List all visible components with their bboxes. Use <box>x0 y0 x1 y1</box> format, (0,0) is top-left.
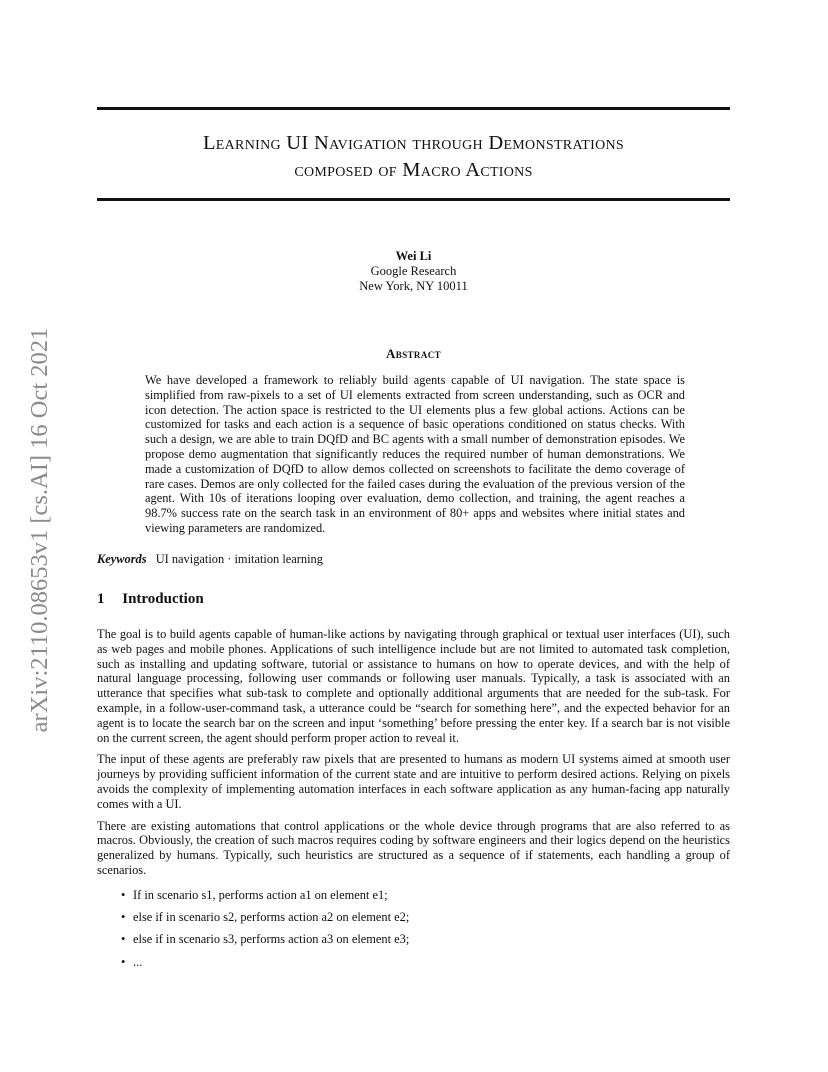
keywords-label: Keywords <box>97 552 147 566</box>
title-line-2: composed of Macro Actions <box>294 159 533 181</box>
author-location: New York, NY 10011 <box>359 279 468 293</box>
keywords-text: UI navigation · imitation learning <box>155 552 323 566</box>
paragraph: There are existing automations that control applications or the whole device through programs that are also referred to as macros. Obviously, the creation of such macros requires coding by software engineers and their logics depend on the heuristics generalized by humans. Typically, such heuristics are structured as a sequence of if statements, each handling a group of scenarios. <box>97 818 730 877</box>
author-name: Wei Li <box>395 249 432 263</box>
paragraph: The input of these agents are preferably raw pixels that are presented to humans as modern UI systems aimed at smooth user journeys by providing sufficient information of the current state and are intuitive to perform desired actions. Relying on pixels avoids the complexity of implementing automation interfaces in each software application as any human-facing app naturally comes with a UI. <box>97 752 730 811</box>
list-item: • else if in scenario s3, performs action a3 on element e3; <box>133 932 730 947</box>
arxiv-sidebar-stamp: arXiv:2110.08653v1 [cs.AI] 16 Oct 2021 <box>26 327 53 733</box>
bullet-list <box>97 888 730 970</box>
list-item: • else if in scenario s2, performs action a2 on element e2; <box>133 910 730 925</box>
abstract-heading: Abstract <box>385 346 442 361</box>
list-item: • If in scenario s1, performs action a1 on element e1; <box>133 888 730 903</box>
section-number: 1 <box>97 591 105 607</box>
list-item: • ... <box>133 955 730 970</box>
paragraph: The goal is to build agents capable of human-like actions by navigating through graphical or textual user interfaces (UI), such as web pages and mobile phones. Applications of such intelligence include but are not limited to automated task completion, such as installing and updating software, tutorial or assistance to humans on how to operate devices, and with the help of natural language processing, following user commands or following user manuals. Typically, a task is associated with an utterance that specifies what sub-task to complete and optionally additional arguments that are needed for the sub-task. For example, in a follow-user-command task, a utterance could be “search for something here”, and the expected behavior for an agent is to locate the search bar on the screen and input ‘something’ before pressing the enter key. If a search bar is not visible on the current screen, the agent should perform proper action to reveal it. <box>97 627 730 745</box>
title-line-1: Learning UI Navigation through Demonstrations <box>202 132 625 154</box>
abstract-text: We have developed a framework to reliably build agents capable of UI navigation. The state space is simplified from raw-pixels to a set of UI elements extracted from screen understanding, such as OCR and icon detection. The action space is restricted to the UI elements plus a few global actions. Actions can be customized for tasks and each action is a sequence of basic operations conditioned on status checks. With such a design, we are able to train DQfD and BC agents with a small number of demonstration episodes. We propose demo augmentation that significantly reduces the required number of human demonstrations. We made a customization of DQfD to allow demos collected on screenshots to facilitate the demo coverage of rare cases. Demos are only collected for the failed cases during the evaluation of the previous version of the agent. With 10s of iterations looping over evaluation, demo collection, and training, the agent reaches a 98.7% success rate on the search task in an environment of 80+ apps and websites where initial states and viewing parameters are randomized. <box>145 373 685 535</box>
introduction-body <box>97 627 730 977</box>
title-bottom-rule <box>97 198 730 201</box>
paper-title <box>97 130 730 184</box>
section-heading-introduction <box>97 591 204 608</box>
author-affiliation: Google Research <box>370 264 457 278</box>
section-title: Introduction <box>122 591 204 607</box>
title-top-rule <box>97 107 730 110</box>
author-block <box>97 249 730 294</box>
keywords-line <box>97 552 323 567</box>
